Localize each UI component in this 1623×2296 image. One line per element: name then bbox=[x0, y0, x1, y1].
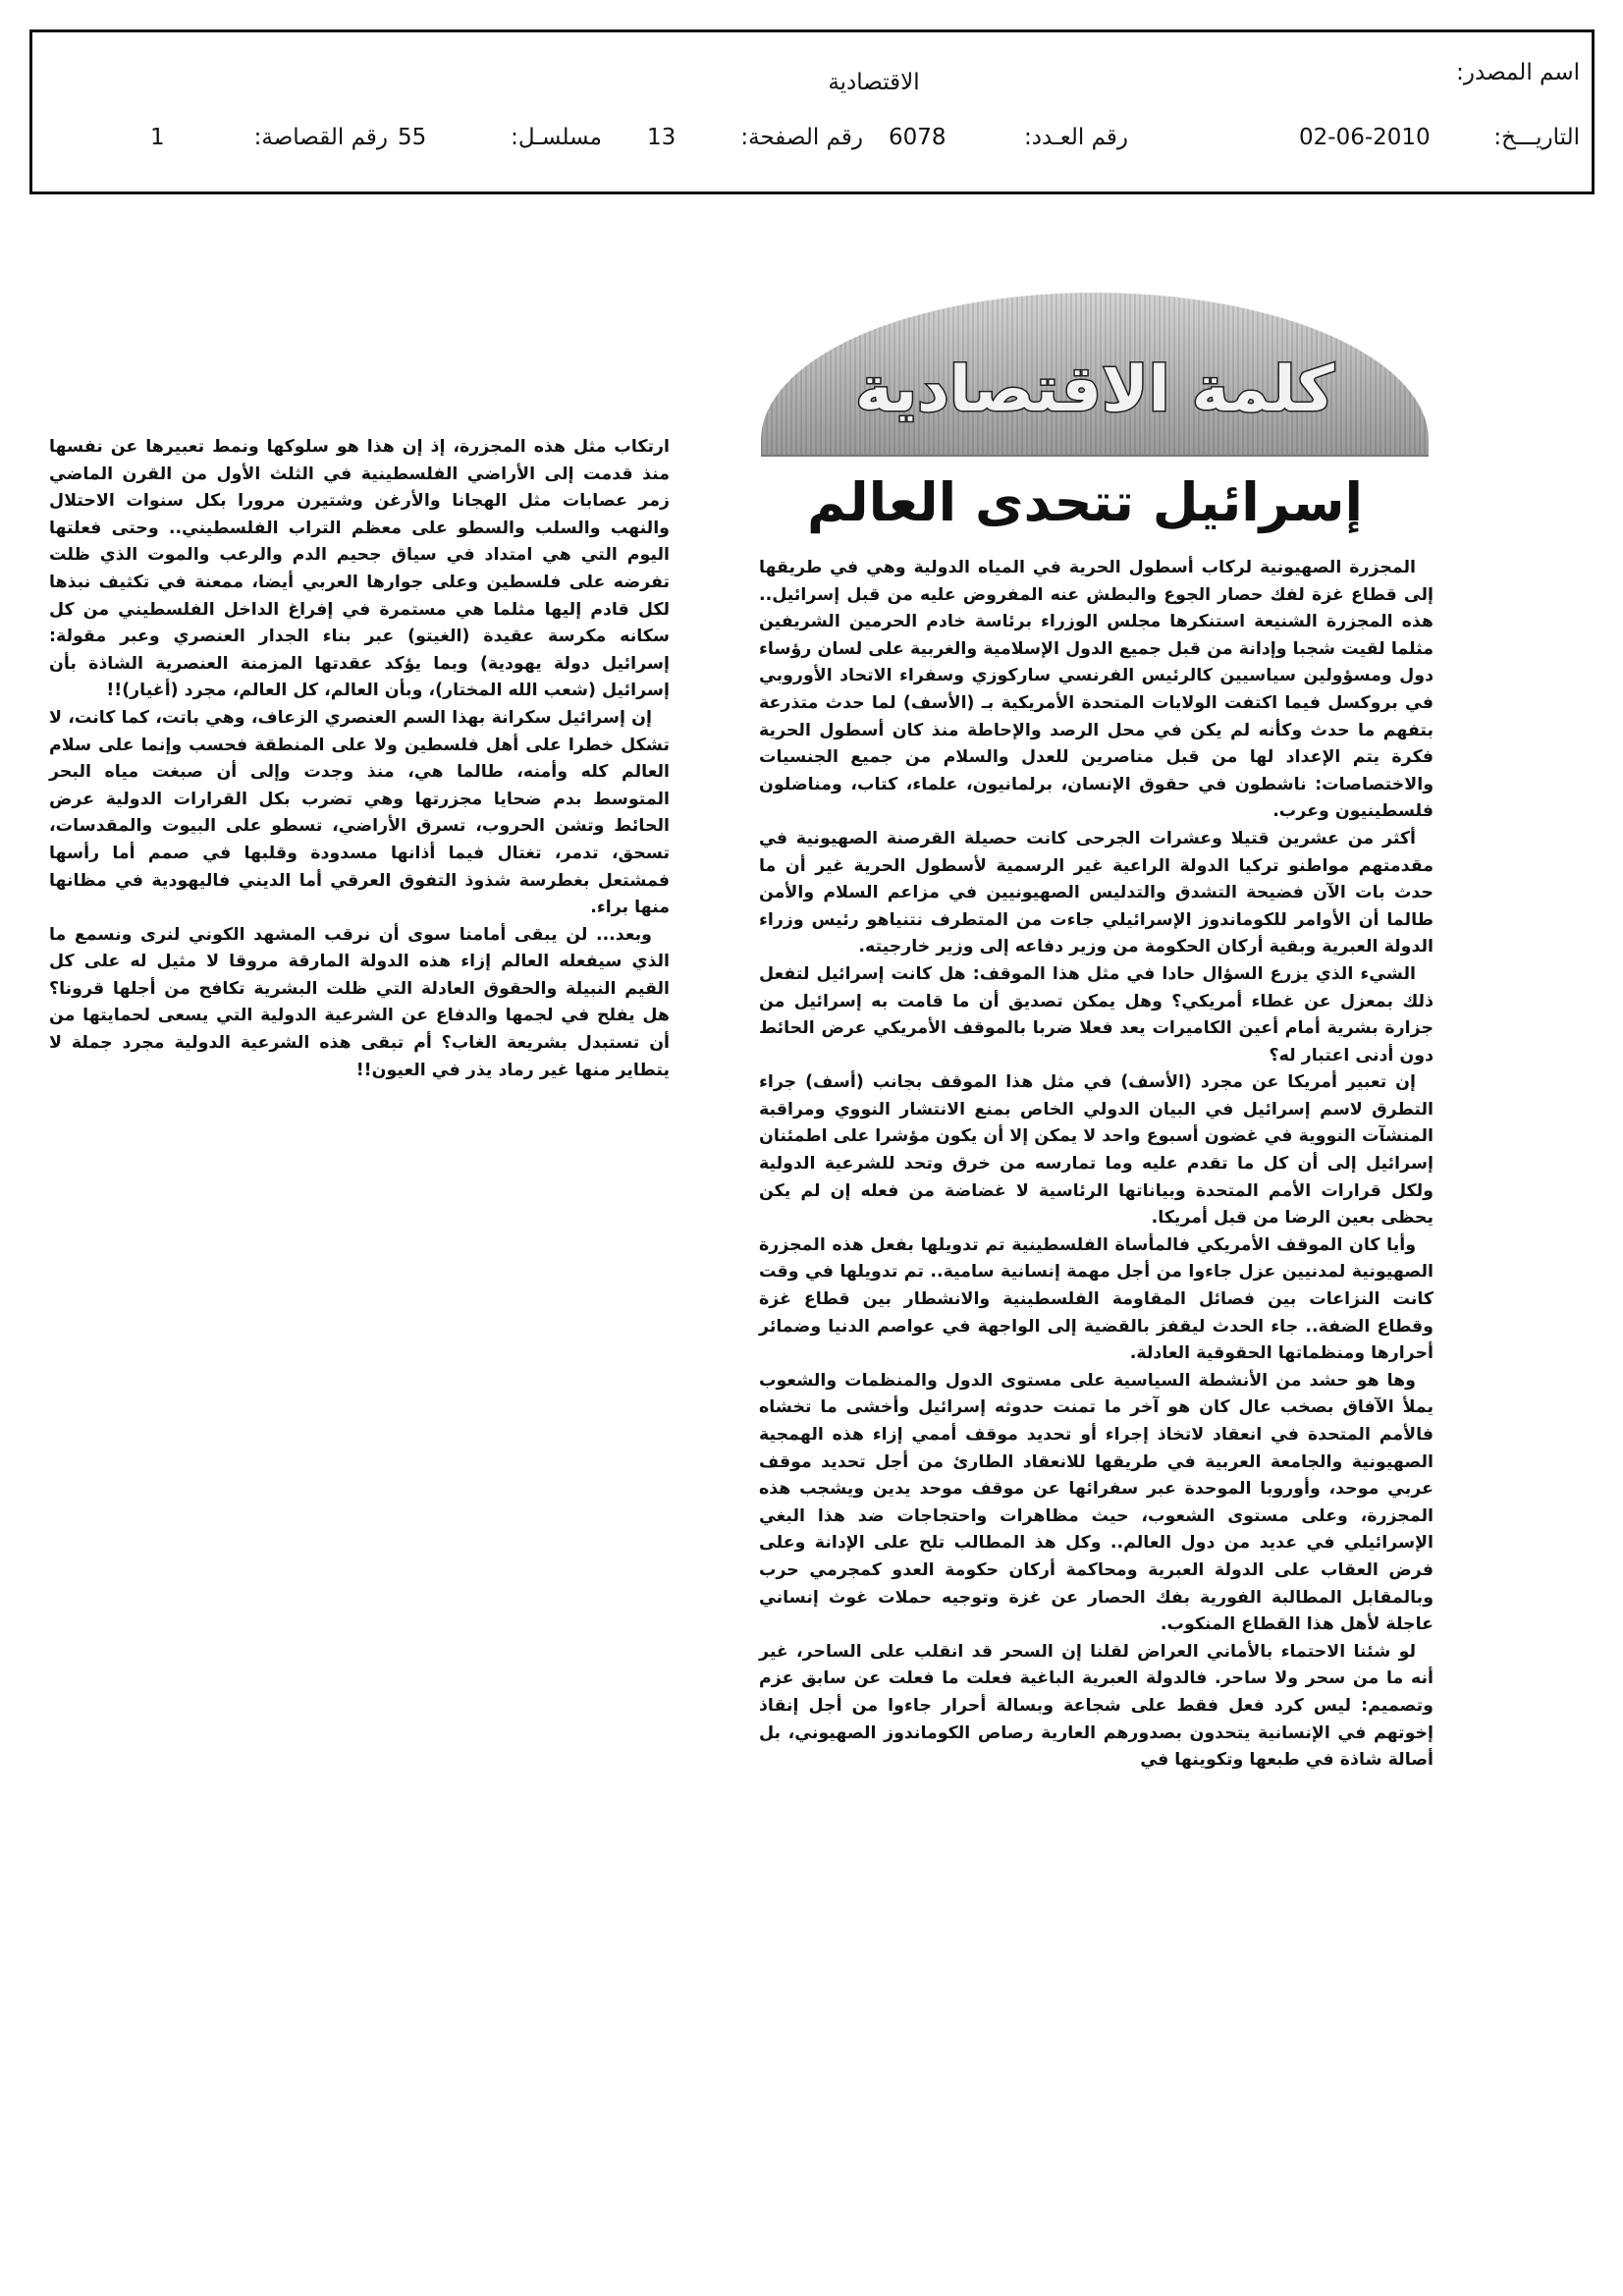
clip-value: 1 bbox=[150, 125, 165, 150]
paragraph: وبعد... لن يبقى أمامنا سوى أن نرقب المشهد الكوني لنرى ونسمع ما الذي سيفعله العالم إزاء هذه الدولة المارقة مروقا لا مثيل له على كل القيم النبيلة والحقوق العادلة التي ظلت البشرية تكافح من أجلها قرونا؟ هل يفلح في لجمها والدفاع عن الشرعية الدولية التي يسعى لحمايتها من أن تستبدل بشريعة الغاب؟ أم تبقى هذه الشرعية الدولية مجرد جملة لا يتطاير منها غير رماد يذر في العيون!! bbox=[49, 924, 670, 1080]
serial-value: 55 bbox=[398, 125, 427, 150]
paragraph: المجزرة الصهيونية لركاب أسطول الحرية في المياه الدولية وهي في طريقها إلى قطاع غزة لفك حصار الجوع والبطش عنه المفروض عليه من قبل إسرائيل.. هذه المجزرة الشنيعة استنكرها مجلس الوزراء برئاسة خادم الحرمين الشريفين مثلما لقيت شجبا وإدانة من قبل جميع الدول الإسلامية والغربية على لسان رؤساء دول ومسؤولين سياسيين كالرئيس الفرنسي ساركوزي وسفراء الاتحاد الأوروبي في بروكسل فيما اكتفت الولايات المتحدة الأمريكية بـ (الأسف) لما حدث متذرعة بتفهم ما حدث وكأنه لم يكن في محل الرصد والإحاطة منذ كان أسطول الحرية فكرة يتم الإعداد لها من قبل مناصرين للعدل والسلام من جميع الجنسيات والاختصاصات: ناشطون في حقوق الإنسان، برلمانيون، علماء، كتاب، ومناضلون فلسطينيون وعرب. bbox=[759, 558, 1434, 822]
paragraph: لو شئنا الاحتماء بالأماني العراض لقلنا إن السحر قد انقلب على الساحر، غير أنه ما من سحر ولا ساحر. فالدولة العبرية الباغية فعلت ما فعلت عن سابق عزم وتصميم: ليس كرد فعل فقط على شجاعة وبسالة أحرار جاءوا من أجل إنقاذ إخوتهم في الإنسانية يتحدون بصدورهم العارية رصاص الكوماندوز الصهيوني، بل أصالة شاذة في طبعها وتكوينها في bbox=[759, 1641, 1434, 1771]
paragraph: أكثر من عشرين قتيلا وعشرات الجرحى كانت حصيلة القرصنة الصهيونية في مقدمتهم مواطنو تركيا الدولة الراعية غير الرسمية لأسطول الحرية غير أن ما حدث بات الآن فضيحة التشدق والتدليس الصهيونيين في مزاعم السلام والأمن طالما أن الأوامر للكوماندوز الإسرائيلي جاءت من المتطرف نتنياهو رئيس وزراء الدولة العبرية وبقية أركان الحكومة من وزير دفاعه إلى وزير خارجيته. bbox=[759, 828, 1434, 957]
column-logo-text: كلمة الاقتصادية bbox=[855, 354, 1334, 426]
serial-label: مسلسـل: bbox=[511, 125, 602, 150]
column-logo bbox=[855, 332, 1334, 440]
article-column-left bbox=[49, 434, 670, 1084]
paragraph: إن إسرائيل سكرانة بهذا السم العنصري الزعاف، وهي باتت، كما كانت، لا تشكل خطرا على أهل فلسطين ولا على المنطقة فحسب وإنما على سلام العالم كله وأمنه، طالما هي، منذ وجدت وإلى أن صبغت مياه البحر المتوسط بدم ضحايا مجزرتها وهي تضرب بكل القرارات الدولية عرض الحائط وتشن الحروب، تسرق الأراضي، تسطو على البيوت والمقدسات، تسحق، تدمر، تغتال فيما أذانها مسدودة وقلبها في صمم أما رأسها فمشتعل بغطرسة شذوذ التفوق العرقي أما الديني فاليهودية في مظانها منها براء. bbox=[49, 707, 670, 918]
date-value: 02-06-2010 bbox=[1299, 125, 1431, 150]
paragraph: ارتكاب مثل هذه المجزرة، إذ إن هذا هو سلوكها ونمط تعبيرها عن نفسها منذ قدمت إلى الأراضي الفلسطينية في الثلث الأول من القرن الماضي زمر عصابات مثل الهجانا والأرغن وشتيرن مرورا بكل سنوات الاحتلال والنهب والسلب والسطو على معظم التراب الفلسطيني.. وحتى فعلتها اليوم التي هي امتداد في سياق جحيم الدم والرعب والموت الذي ظلت تفرضه على فلسطين وعلى جوارها العربي أيضا، ممعنة في تكثيف نبذها لكل قادم إليها مثلما هي مستمرة في إفراغ الداخل الفلسطيني من كل سكانه مكرسة عقيدة (الغيتو) عبر بناء الجدار العنصري وعبر مقولة: إسرائيل دولة يهودية) وبما يؤكد عقدتها المزمنة العنصرية الشاذة بأن إسرائيل (شعب الله المختار)، وبأن العالم، كل العالم، مجرد (أغيار)!! bbox=[49, 437, 670, 701]
page-value: 13 bbox=[647, 125, 676, 150]
clip-label: رقم القصاصة: bbox=[253, 125, 388, 150]
article-column-right bbox=[759, 555, 1434, 1775]
column-banner bbox=[761, 293, 1429, 457]
source-label: اسم المصدر: bbox=[1456, 60, 1580, 85]
article-title: إسرائيل تتحدى العالم bbox=[807, 471, 1363, 533]
date-label: التاريـــخ: bbox=[1493, 125, 1580, 150]
page-label: رقم الصفحة: bbox=[740, 125, 863, 150]
source-value: الاقتصادية bbox=[828, 70, 920, 95]
paragraph: وأيا كان الموقف الأمريكي فالمأساة الفلسطينية تم تدويلها بفعل هذه المجزرة الصهيونية لمدنيين عزل جاءوا من أجل مهمة إنسانية سامية.. تم تدويلها في وقت كانت النزاعات بين فصائل المقاومة الفلسطينية والانشطار بين قطاع غزة وقطاع الضفة.. جاء الحدث ليقفز بالقضية إلى الواجهة في عواصم الدنيا وضمائر أحرارها ومنظماتها الحقوقية العادلة. bbox=[759, 1234, 1434, 1364]
paragraph: الشيء الذي يزرع السؤال حادا في مثل هذا الموقف: هل كانت إسرائيل لتفعل ذلك بمعزل عن غطاء أمريكي؟ وهل يمكن تصديق أن ما قامت به إسرائيل من جزارة بشرية أمام أعين الكاميرات يعد فعلا ضربا بالموقف الأمريكي عرض الحائط دون أدنى اعتبار له؟ bbox=[759, 963, 1434, 1066]
document-header bbox=[29, 29, 1595, 194]
issue-label: رقم العـدد: bbox=[1023, 125, 1128, 150]
paragraph: إن تعبير أمريكا عن مجرد (الأسف) في مثل هذا الموقف بجانب (أسف) جراء التطرق لاسم إسرائيل في البيان الدولي الخاص بمنع الانتشار النووي ومراقبة المنشآت النووية في غضون أسبوع واحد لا يمكن إلا أن يكون مؤشرا على اطمئنان إسرائيل إلى أن كل ما تقدم عليه وما تمارسه من خرق وتحد للشرعية الدولية ولكل قرارات الأمم المتحدة وبياناتها الرئاسية لا غضاضة من فعله إن لم يكن يحظى بعين الرضا من قبل أمريكا. bbox=[759, 1072, 1434, 1229]
issue-value: 6078 bbox=[889, 125, 947, 150]
paragraph: وها هو حشد من الأنشطة السياسية على مستوى الدول والمنظمات والشعوب يملأ الآفاق بصخب عال كان هو آخر ما تمنت حدوثه إسرائيل وأخشى ما تخشاه فالأمم المتحدة في انعقاد لاتخاذ إجراء أو تحديد موقف أممي إزاء هذه الهمجية الصهيونية والجامعة العربية في طريقها للانعقاد الطارئ من أجل تحديد موقف عربي موحد، وأوروبا الموحدة عبر سفرائها عن موقف موحد يدين ويشجب هذه المجزرة، وعلى مستوى الشعوب، حيث مظاهرات واحتجاجات ضد هذا البغي الإسرائيلي في عديد من دول العالم.. وكل هذ المطالب تلح على الإدانة وعلى فرض العقاب على الدولة العبرية ومحاكمة أركان حكومة العدو كمجرمي حرب وبالمقابل المطالبة الفورية بفك الحصار عن غزة وتوجيه حملات غوث إنساني عاجلة لأهل هذا القطاع المنكوب. bbox=[759, 1370, 1434, 1635]
